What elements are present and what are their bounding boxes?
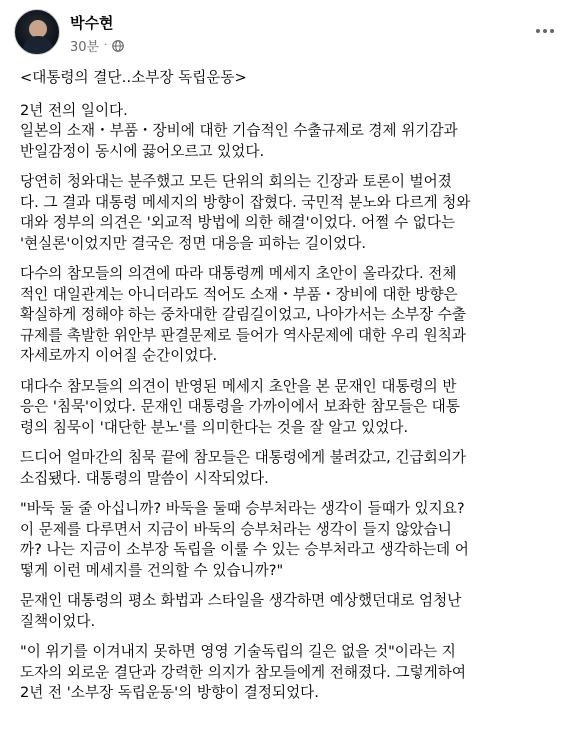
paragraph-line: 2년 전의 일이다. (20, 101, 128, 119)
post-paragraph (20, 377, 560, 439)
post-meta (70, 36, 124, 55)
post-paragraph (20, 591, 560, 632)
paragraph-line: 도자의 외로운 결단과 강력한 의지가 참모들에게 전해졌다. 그렇게하여 (20, 663, 466, 681)
post-time[interactable]: 30분 (70, 40, 100, 55)
paragraph-line: '현실론'이었지만 결국은 정면 대응을 피하는 길이었다. (20, 234, 367, 252)
paragraph-line: 적인 대일관계는 아니더라도 적어도 소재・부품・장비에 대한 방향은 (20, 285, 458, 303)
post-body (20, 68, 560, 714)
post-paragraph (20, 448, 560, 489)
avatar[interactable] (14, 9, 60, 55)
paragraph-line: 떻게 이런 메세지를 건의할 수 있습니까?" (20, 561, 284, 579)
paragraph-line: 확실하게 정해야 하는 중차대한 갈림길이었고, 나아가서는 소부장 수출 (20, 306, 466, 323)
paragraph-line: 대다수 참모들의 의견이 반영된 메세지 초안을 본 문재인 대통령의 반 (20, 377, 457, 395)
post-paragraph (20, 642, 560, 704)
paragraph-line: 응은 '침묵'이었다. 문재인 대통령을 가까이에서 보좌한 참모들은 대통 (20, 398, 460, 415)
paragraph-line: 이 문제를 다루면서 지금이 바둑의 승부처라는 생각이 들지 않았습니 (20, 520, 452, 538)
paragraph-line: 규제를 촉발한 위안부 판결문제로 들어가 역사문제에 대한 우리 원칙과 (20, 326, 466, 344)
paragraph-line: "이 위기를 이겨내지 못하면 영영 기술독립의 길은 없을 것"이라는 지 (20, 643, 456, 660)
post-paragraph (20, 101, 560, 163)
post-paragraph (20, 499, 560, 581)
post-title: <대통령의 결단‥소부장 독립운동> (20, 69, 247, 86)
globe-icon[interactable] (112, 40, 124, 52)
author-name[interactable]: 박수현 (70, 14, 114, 32)
paragraph-line: 까? 나는 지금이 소부장 독립을 이룰 수 있는 승부처라고 생각하는데 어 (20, 541, 469, 558)
paragraph-line: 드디어 얼마간의 침묵 끝에 참모들은 대통령에게 불려갔고, 긴급회의가 (20, 449, 466, 466)
paragraph-line: 문재인 대통령의 평소 화법과 스타일을 생각하면 예상했던대로 엄청난 (20, 592, 462, 609)
more-horizontal-icon[interactable] (531, 21, 559, 41)
paragraph-line: 대와 정부의 의견은 '외교적 방법에 의한 해결'이었다. 어쩔 수 없다는 (20, 214, 456, 231)
paragraph-line: 당연히 청와대는 분주했고 모든 단위의 회의는 긴장과 토론이 벌어졌 (20, 173, 452, 190)
paragraph-line: 반일감정이 동시에 끓어오르고 있었다. (20, 142, 265, 160)
paragraph-line: 다수의 참모들의 의견에 따라 대통령께 메세지 초안이 올라갔다. 전체 (20, 265, 457, 282)
meta-separator: · (104, 40, 108, 51)
paragraph-line: 일본의 소재・부품・장비에 대한 기습적인 수출규제로 경제 위기감과 (20, 122, 458, 139)
paragraph-line: 령의 침묵이 '대단한 분노'를 의미한다는 것을 잘 알고 있었다. (20, 418, 409, 436)
paragraph-line: 질책이었다. (20, 612, 96, 630)
paragraph-line: 다. 그 결과 대통령 메세지의 방향이 잡혔다. 국민적 분노와 다르게 청와 (20, 193, 471, 211)
avatar-body (23, 36, 53, 55)
paragraph-line: 소집됐다. 대통령의 말씀이 시작되었다. (20, 469, 269, 487)
post-header (14, 9, 559, 59)
post-paragraph (20, 264, 560, 367)
paragraph-line: "바둑 둘 줄 아십니까? 바둑을 둘때 승부처라는 생각이 들때가 있지요? (20, 500, 465, 517)
post-paragraph (20, 172, 560, 254)
paragraph-line: 2년 전 '소부장 독립운동'의 방향이 결정되었다. (20, 684, 319, 701)
paragraph-line: 자세로까지 이어질 순간이었다. (20, 347, 218, 364)
